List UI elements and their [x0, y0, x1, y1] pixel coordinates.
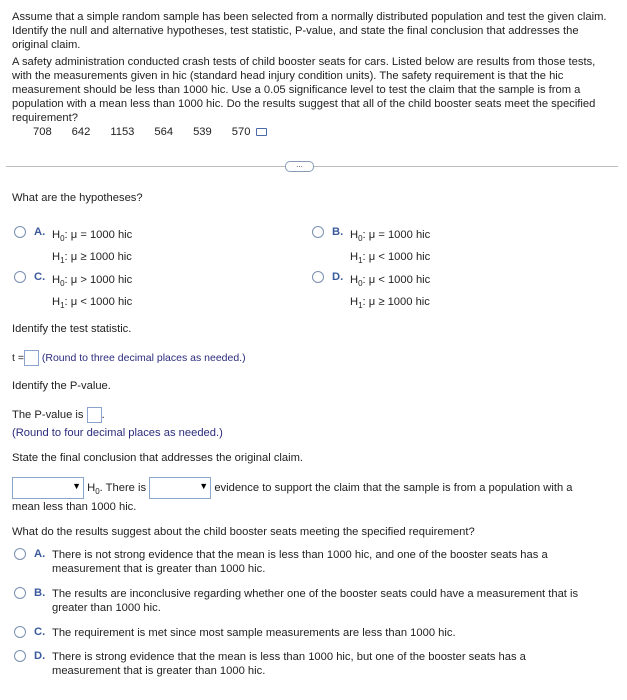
requirement-question: What do the results suggest about the child booster seats meeting the specified requirement?	[12, 526, 475, 538]
null-hypothesis: μ = 1000 hic	[70, 229, 133, 241]
p-value-row: The P-value is .	[12, 407, 105, 423]
problem-text: A safety administration conducted crash tests of child booster seats for cars. Listed below are results from those tests, with the measurements given in hic (standard head injury condition units). The safety requirement is that the hic measurement should be less than 1000 hic. Use a 0.05 significance level to test the claim that the sample is from a population with a mean less than 1000 hic. Do the results suggest that all of the child booster seats meet the specified requirement?	[12, 56, 596, 124]
data-value: 539	[193, 126, 212, 138]
test-statistic-row	[12, 350, 246, 366]
data-value: 564	[154, 126, 174, 138]
radio-button[interactable]	[14, 650, 26, 662]
conclusion-row: ▼ $H_0$. There is ▼ evidence to support the claim that the sample is from a population with a	[12, 477, 612, 499]
data-value: 570	[231, 126, 251, 138]
null-hypothesis: μ = 1000 hic	[368, 229, 431, 241]
p-value-input[interactable]	[87, 407, 102, 423]
alt-hypothesis: μ < 1000 hic	[368, 251, 431, 264]
expand-button[interactable]: ...	[285, 161, 314, 172]
radio-button[interactable]	[14, 226, 26, 238]
evidence-strength-dropdown[interactable]	[149, 477, 211, 499]
data-value: 1153	[110, 126, 135, 138]
alt-hypothesis: μ ≥ 1000 hic	[70, 251, 132, 264]
p-value-hint: (Round to four decimal places as needed.)	[12, 427, 223, 439]
t-input[interactable]	[24, 350, 39, 366]
reject-decision-dropdown[interactable]	[12, 477, 84, 499]
answer-text: There is not strong evidence that the mean is less than 1000 hic, and one of the booster seats has a measurement that is greater than 1000 hic.	[52, 549, 548, 575]
null-hypothesis: μ > 1000 hic	[70, 274, 133, 286]
answer-option-a[interactable]: A. There is not strong evidence that the mean is less than 1000 hic, and one of the booster seats has a measurement that is greater than 1000 hic.	[14, 548, 604, 576]
option-letter: C.	[34, 271, 46, 283]
hypotheses-question: What are the hypotheses?	[12, 192, 143, 204]
test-statistic-question: Identify the test statistic.	[12, 323, 132, 335]
conclusion-question: State the final conclusion that addresses the original claim.	[12, 452, 304, 464]
conclusion-text-end: mean less than 1000 hic.	[12, 501, 137, 513]
hypothesis-option-b[interactable]: B. $H_0$: μ = 1000 hic $H_1$: μ < 1000 hic	[312, 226, 430, 270]
radio-button[interactable]	[14, 587, 26, 599]
alt-hypothesis: μ ≥ 1000 hic	[368, 296, 430, 309]
copy-data-icon[interactable]	[256, 128, 267, 136]
dropdown-arrow-icon: ▼	[72, 481, 81, 491]
conclusion-text: evidence to support the claim that the sample is from a population with a	[214, 481, 573, 494]
radio-button[interactable]	[14, 548, 26, 560]
option-letter: A.	[34, 226, 46, 238]
p-value-question: Identify the P-value.	[12, 380, 111, 392]
radio-button[interactable]	[312, 271, 324, 283]
radio-button[interactable]	[312, 226, 324, 238]
hypothesis-option-c[interactable]: C. $H_0$: μ > 1000 hic $H_1$: μ < 1000 hic	[14, 271, 132, 315]
radio-button[interactable]	[14, 626, 26, 638]
answer-text: There is strong evidence that the mean is less than 1000 hic, but one of the booster seats has a measurement that is greater than 1000 hic.	[52, 651, 526, 677]
answer-option-c[interactable]: C. The requirement is met since most sample measurements are less than 1000 hic.	[14, 626, 604, 640]
p-value-label: The P-value is	[12, 408, 84, 421]
data-value: 708	[33, 126, 52, 138]
hypothesis-option-d[interactable]: D. $H_0$: μ < 1000 hic $H_1$: μ ≥ 1000 hic	[312, 271, 430, 315]
null-hypothesis: μ < 1000 hic	[368, 274, 431, 286]
data-value: 642	[71, 126, 91, 138]
instructions: Assume that a simple random sample has been selected from a normally distributed population and test the given claim. Identify the null and alternative hypotheses, test statistic, P-value, and state the final conclusion that addresses the original claim.	[12, 11, 607, 51]
answer-text: The results are inconclusive regarding whether one of the booster seats could have a measurement that is greater than 1000 hic.	[52, 588, 579, 614]
data-values	[33, 126, 287, 138]
answer-text: The requirement is met since most sample measurements are less than 1000 hic.	[52, 627, 456, 639]
t-hint: (Round to three decimal places as needed.)	[41, 351, 246, 364]
answer-option-d[interactable]: D. There is strong evidence that the mean is less than 1000 hic, but one of the booster seats has a measurement that is greater than 1000 hic.	[14, 650, 604, 678]
radio-button[interactable]	[14, 271, 26, 283]
option-letter: D.	[332, 271, 344, 283]
option-letter: B.	[332, 226, 344, 238]
hypothesis-option-a[interactable]: A. $H_0$: μ = 1000 hic $H_1$: μ ≥ 1000 hic	[14, 226, 132, 270]
answer-option-b[interactable]: B. The results are inconclusive regarding whether one of the booster seats could have a measurement that is greater than 1000 hic.	[14, 587, 604, 615]
t-label: t =	[12, 351, 24, 364]
alt-hypothesis: μ < 1000 hic	[70, 296, 133, 309]
dropdown-arrow-icon: ▼	[199, 481, 209, 491]
